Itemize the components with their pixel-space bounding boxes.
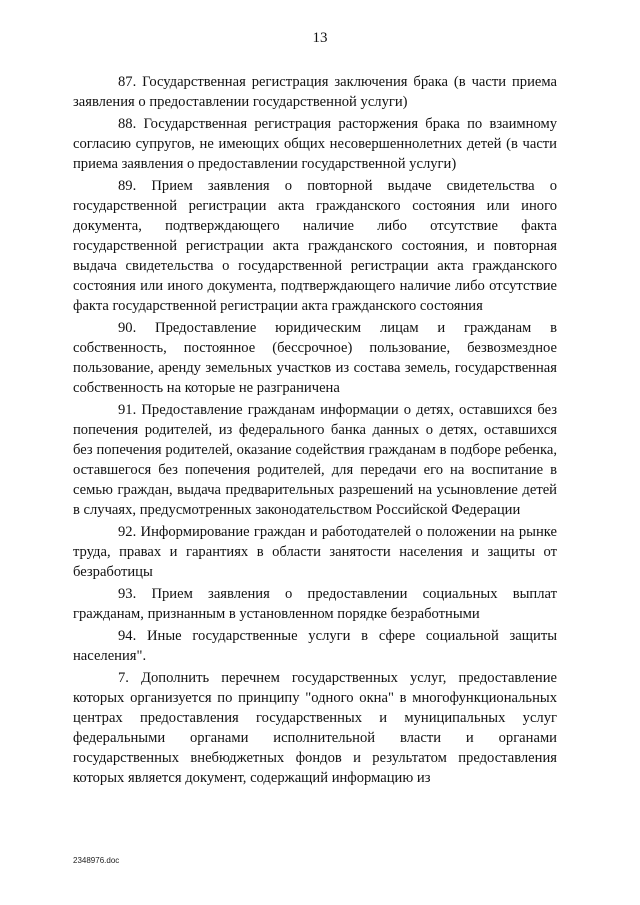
list-item-90: 90. Предоставление юридическим лицам и гражданам в собственность, постоянное (бессрочное) пользование, безвозмездное пользование, аренду земельных участков из состава земель, государственная собственность на которые не разграничена (73, 320, 557, 396)
footer-doc-id: 2348976.doc (73, 856, 120, 865)
list-item-89: 89. Прием заявления о повторной выдаче свидетельства о государственной регистрации акта гражданского состояния или иного документа, подтверждающего наличие либо отсутствие факта государственной регистрации акта гражданского состояния, и повторная выдача свидетельства о государственной регистрации акта гражданского состояния или иного документа, подтверждающего наличие либо отсутствие факта государственной регистрации акта гражданского состояния (73, 178, 557, 314)
list-item-88: 88. Государственная регистрация расторжения брака по взаимному согласию супругов, не имеющих общих несовершеннолетних детей (в части приема заявления о предоставлении государственной услуги) (73, 116, 557, 172)
document-body (73, 72, 557, 790)
list-item-92: 92. Информирование граждан и работодателей о положении на рынке труда, правах и гарантиях в области занятости населения и защиты от безработицы (73, 524, 557, 580)
page-number: 13 (312, 30, 328, 46)
list-item-87: 87. Государственная регистрация заключения брака (в части приема заявления о предоставлении государственной услуги) (73, 74, 557, 110)
list-item-94: 94. Иные государственные услуги в сфере социальной защиты населения". (73, 628, 557, 664)
clause-7: 7. Дополнить перечнем государственных услуг, предоставление которых организуется по принципу "одного окна" в многофункциональных центрах предоставления государственных и муниципальных услуг федеральными органами исполнительной власти и органами государственных внебюджетных фондов и результатом предоставления которых является документ, содержащий информацию из (73, 670, 557, 786)
list-item-91: 91. Предоставление гражданам информации о детях, оставшихся без попечения родителей, из федерального банка данных о детях, оставшихся без попечения родителей, оказание содействия гражданам в подборе ребенка, оставшегося без попечения родителей, для передачи его на воспитание в семью граждан, выдача предварительных разрешений на усыновление детей в случаях, предусмотренных законодательством Российской Федерации (73, 402, 557, 518)
list-item-93: 93. Прием заявления о предоставлении социальных выплат гражданам, признанным в установленном порядке безработными (73, 586, 557, 622)
